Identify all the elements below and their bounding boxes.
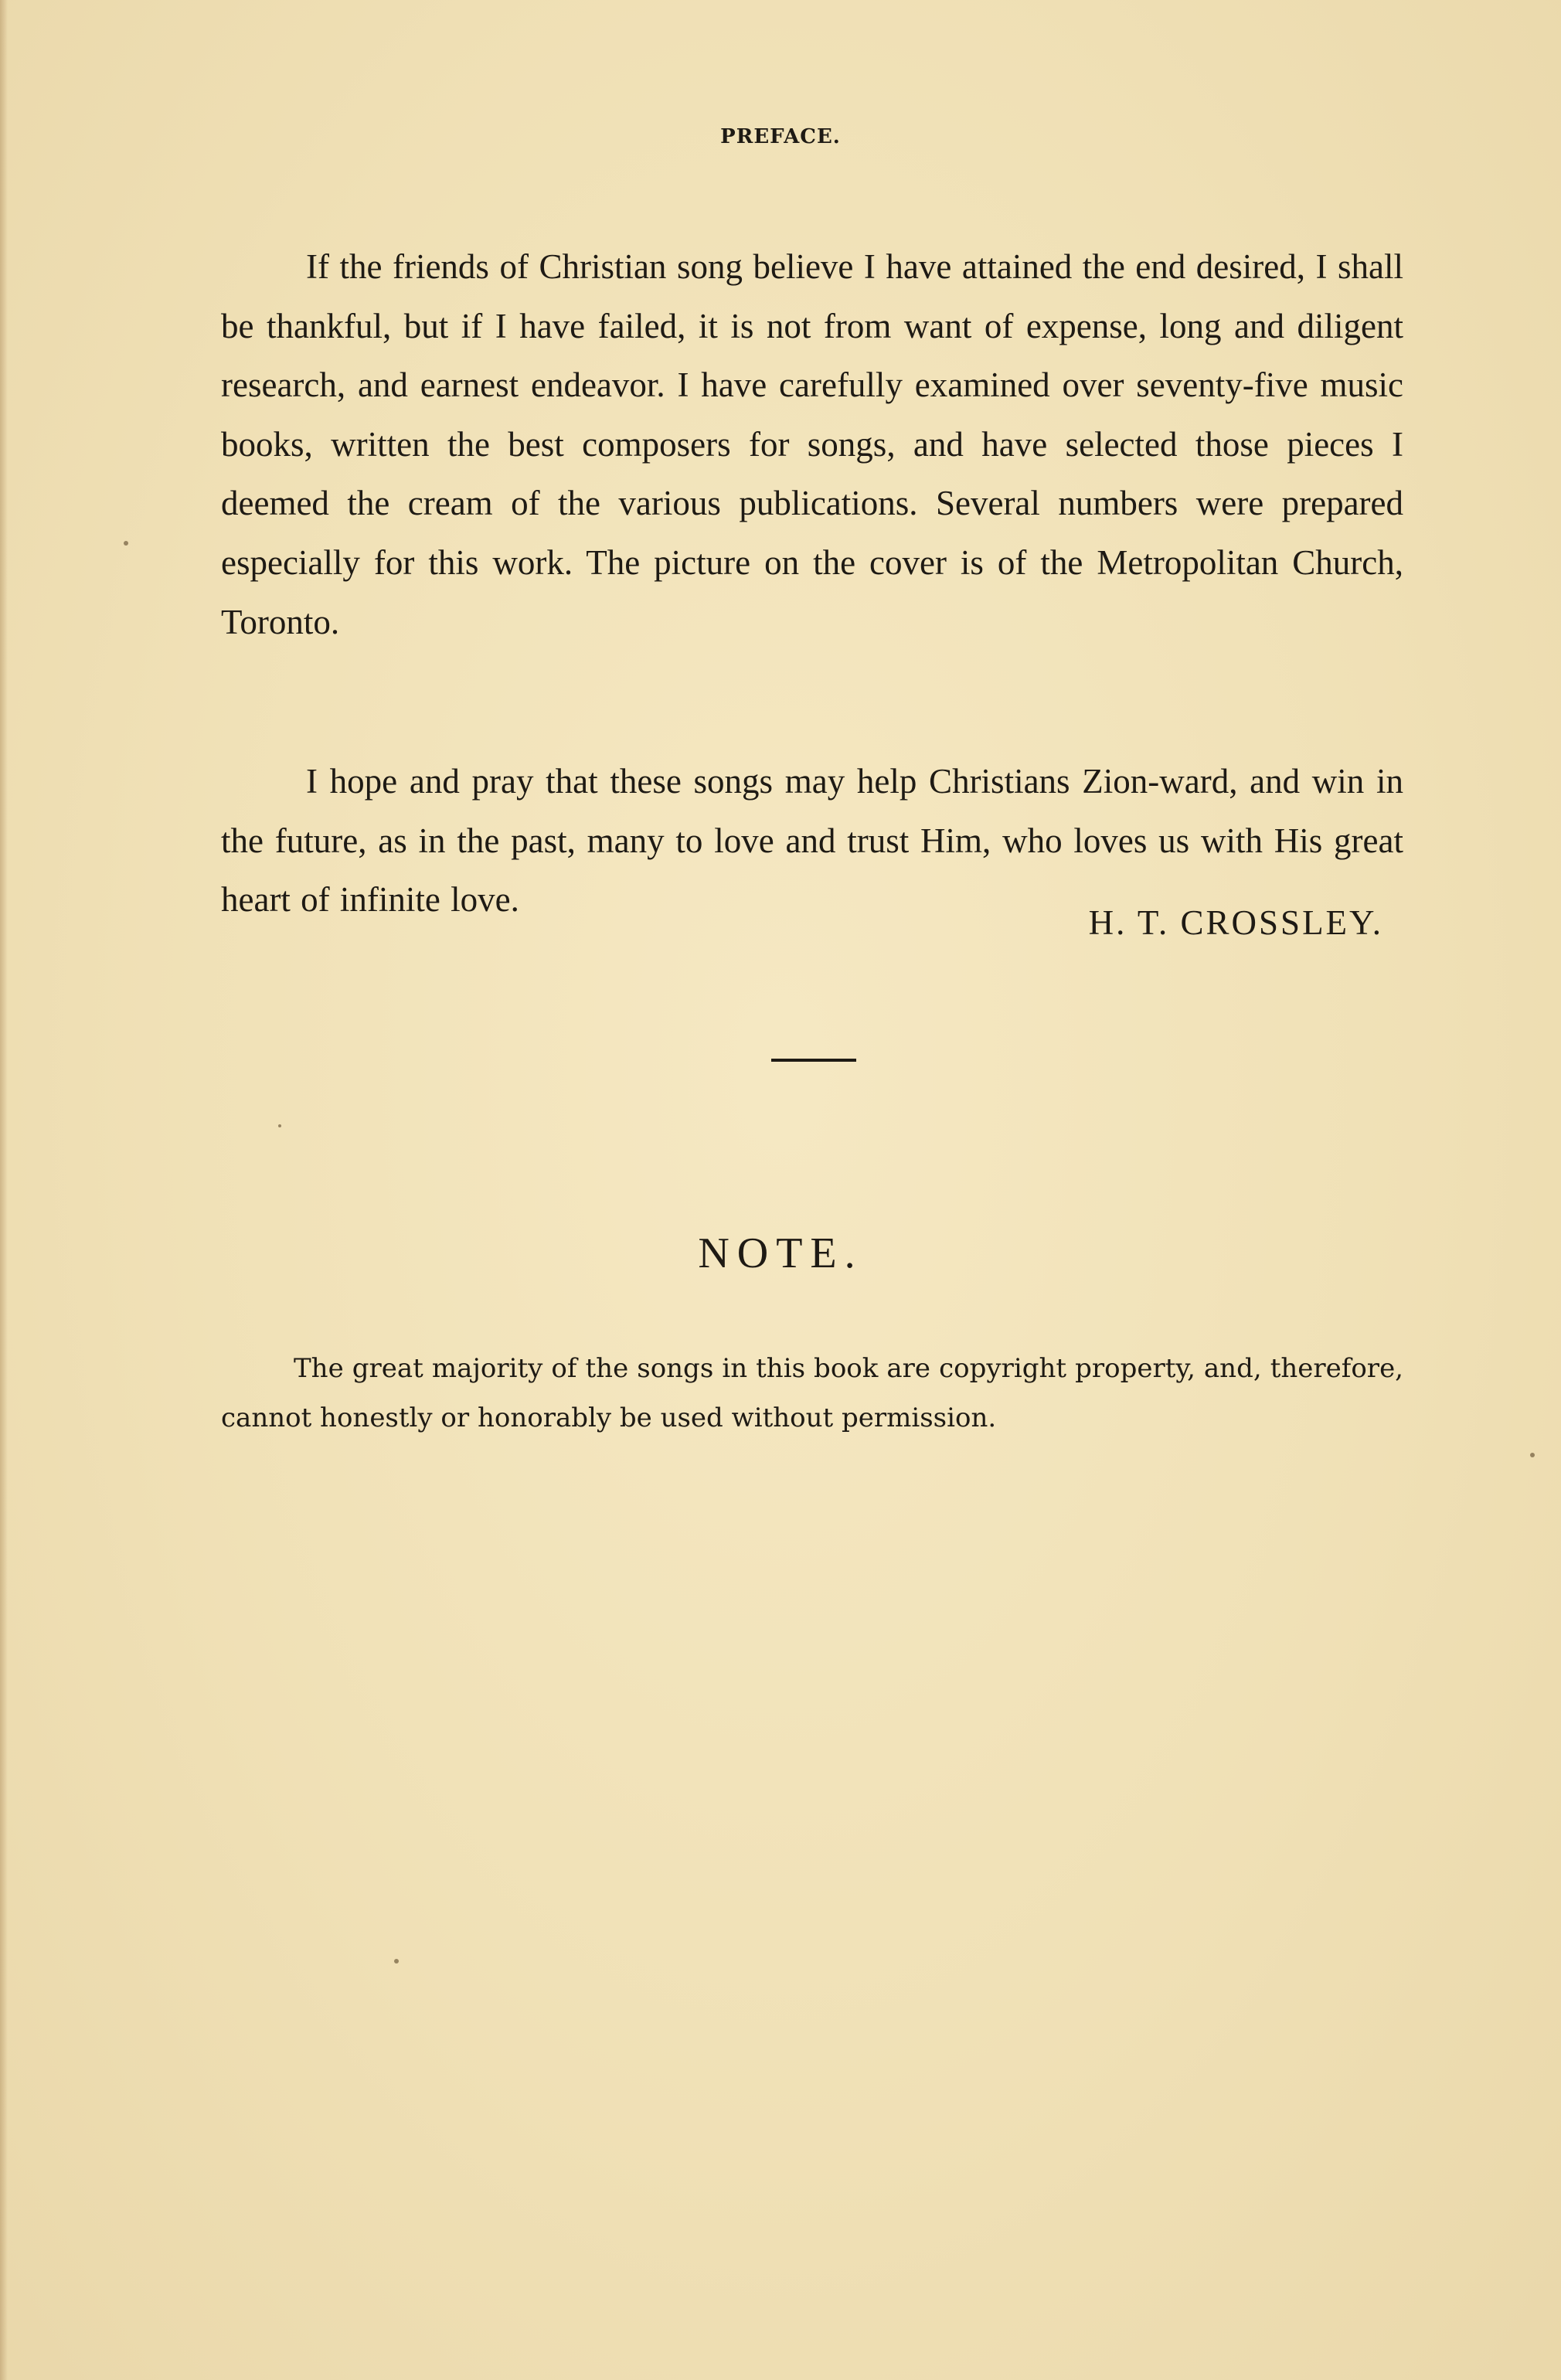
author-signature: H. T. CROSSLEY. bbox=[1088, 903, 1383, 942]
preface-paragraph-1: If the friends of Christian song believe I have attained the end desired, I shall be thankful, but if I have failed, it is not from want of expense, long and diligent research, and earnest endeavor. I have carefully examined over seventy-five music books, written the best composers for songs, and have selected those pieces I deemed the cream of the various publications. Several numbers were prepared especially for this work. The picture on the cover is of the Metropolitan Church, Toronto. bbox=[221, 247, 1403, 641]
paper-speck bbox=[394, 1959, 399, 1964]
paper-speck bbox=[278, 1124, 281, 1127]
preface-heading: PREFACE. bbox=[720, 125, 841, 148]
section-divider bbox=[771, 1059, 856, 1062]
paper-speck bbox=[124, 541, 128, 546]
paper-speck bbox=[1530, 1453, 1535, 1457]
page-edge-shadow bbox=[0, 0, 8, 2380]
preface-paragraph-2: I hope and pray that these songs may help Christians Zion-ward, and win in the future, as in the past, many to love and trust Him, who loves us with His great heart of infinite love. bbox=[221, 762, 1403, 920]
note-text: The great majority of the songs in this book are copyright property, and, therefore, cannot honestly or honorably be used without permission. bbox=[221, 1353, 1403, 1433]
note-heading: NOTE. bbox=[698, 1229, 863, 1277]
